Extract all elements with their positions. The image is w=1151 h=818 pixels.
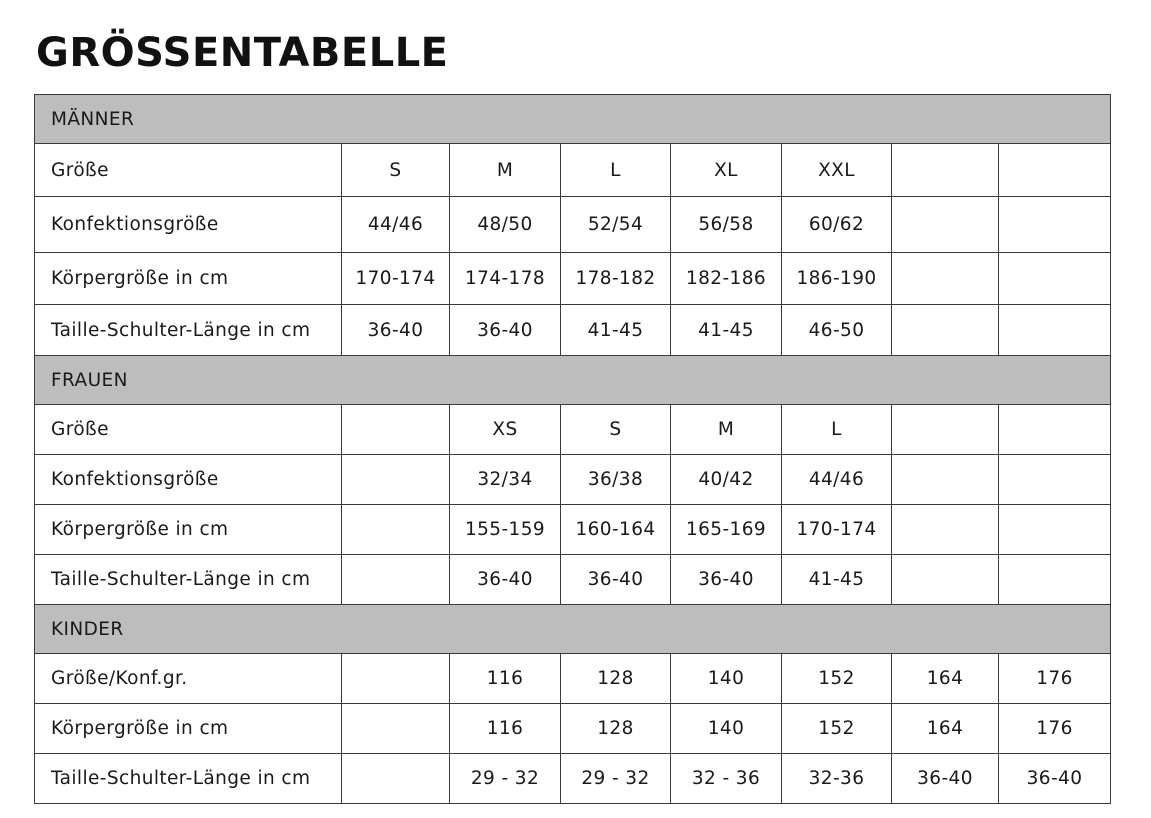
table-cell: 164 <box>892 654 999 704</box>
table-row <box>35 253 1111 305</box>
table-cell: L <box>782 405 892 455</box>
table-cell: 32/34 <box>450 455 561 505</box>
row-label: Taille-Schulter-Länge in cm <box>35 555 342 605</box>
table-cell: 140 <box>671 704 782 754</box>
table-row <box>35 197 1111 253</box>
table-cell: 36-40 <box>342 305 450 356</box>
table-cell: M <box>450 144 561 197</box>
table-row <box>35 704 1111 754</box>
table-cell <box>342 704 450 754</box>
table-cell: 116 <box>450 704 561 754</box>
table-cell: S <box>561 405 671 455</box>
table-cell <box>999 555 1111 605</box>
table-cell: 36-40 <box>450 305 561 356</box>
table-cell: 41-45 <box>782 555 892 605</box>
table-cell: 36-40 <box>892 754 999 804</box>
table-cell <box>892 505 999 555</box>
row-label: Körpergröße in cm <box>35 704 342 754</box>
table-row <box>35 405 1111 455</box>
row-label: Taille-Schulter-Länge in cm <box>35 305 342 356</box>
section-header-row <box>35 605 1111 654</box>
table-cell: 36/38 <box>561 455 671 505</box>
table-cell <box>342 505 450 555</box>
table-cell: 176 <box>999 654 1111 704</box>
table-cell: 174-178 <box>450 253 561 305</box>
row-label: Konfektionsgröße <box>35 455 342 505</box>
table-cell: 182-186 <box>671 253 782 305</box>
row-label: Konfektionsgröße <box>35 197 342 253</box>
table-cell: 36-40 <box>671 555 782 605</box>
table-cell: 186-190 <box>782 253 892 305</box>
table-cell: 116 <box>450 654 561 704</box>
table-cell: 178-182 <box>561 253 671 305</box>
table-cell <box>342 455 450 505</box>
table-cell: 36-40 <box>450 555 561 605</box>
table-cell: 52/54 <box>561 197 671 253</box>
table-row <box>35 455 1111 505</box>
table-row <box>35 305 1111 356</box>
section-title: KINDER <box>35 605 1111 654</box>
table-cell: 152 <box>782 654 892 704</box>
row-label: Größe <box>35 405 342 455</box>
table-cell: 29 - 32 <box>561 754 671 804</box>
section-title: MÄNNER <box>35 95 1111 144</box>
table-row <box>35 505 1111 555</box>
table-cell <box>892 405 999 455</box>
section-title: FRAUEN <box>35 356 1111 405</box>
table-cell: 36-40 <box>561 555 671 605</box>
table-cell: 155-159 <box>450 505 561 555</box>
table-cell <box>892 197 999 253</box>
page-title: GRÖSSENTABELLE <box>36 30 449 76</box>
table-cell: 140 <box>671 654 782 704</box>
table-cell <box>892 455 999 505</box>
table-cell <box>999 405 1111 455</box>
table-cell <box>892 555 999 605</box>
table-cell <box>999 253 1111 305</box>
table-cell: 29 - 32 <box>450 754 561 804</box>
table-cell: M <box>671 405 782 455</box>
table-cell: 60/62 <box>782 197 892 253</box>
size-chart-table <box>34 94 1111 804</box>
table-cell: 48/50 <box>450 197 561 253</box>
table-cell <box>342 405 450 455</box>
table-row <box>35 654 1111 704</box>
table-row <box>35 555 1111 605</box>
table-cell <box>999 455 1111 505</box>
table-cell <box>342 654 450 704</box>
table-cell: 170-174 <box>782 505 892 555</box>
table-cell <box>999 144 1111 197</box>
table-cell: XL <box>671 144 782 197</box>
table-cell <box>342 555 450 605</box>
table-cell: XS <box>450 405 561 455</box>
table-cell: 44/46 <box>782 455 892 505</box>
table-cell <box>892 253 999 305</box>
table-cell <box>999 505 1111 555</box>
table-cell: 41-45 <box>671 305 782 356</box>
table-cell: S <box>342 144 450 197</box>
table-cell <box>892 305 999 356</box>
table-cell: 41-45 <box>561 305 671 356</box>
table-row <box>35 754 1111 804</box>
section-header-row <box>35 356 1111 405</box>
table-cell: L <box>561 144 671 197</box>
table-cell: 164 <box>892 704 999 754</box>
table-cell <box>342 754 450 804</box>
table-cell: 170-174 <box>342 253 450 305</box>
row-label: Taille-Schulter-Länge in cm <box>35 754 342 804</box>
table-cell <box>999 197 1111 253</box>
table-cell: 128 <box>561 704 671 754</box>
table-cell: 40/42 <box>671 455 782 505</box>
table-cell: 32-36 <box>782 754 892 804</box>
table-cell: 176 <box>999 704 1111 754</box>
table-cell: 36-40 <box>999 754 1111 804</box>
table-cell <box>999 305 1111 356</box>
row-label: Größe/Konf.gr. <box>35 654 342 704</box>
table-cell: 56/58 <box>671 197 782 253</box>
table-cell: 46-50 <box>782 305 892 356</box>
table-cell: 128 <box>561 654 671 704</box>
table-cell: 160-164 <box>561 505 671 555</box>
section-header-row <box>35 95 1111 144</box>
table-cell <box>892 144 999 197</box>
row-label: Körpergröße in cm <box>35 505 342 555</box>
row-label: Körpergröße in cm <box>35 253 342 305</box>
table-cell: 165-169 <box>671 505 782 555</box>
table-cell: XXL <box>782 144 892 197</box>
table-row <box>35 144 1111 197</box>
table-cell: 44/46 <box>342 197 450 253</box>
table-cell: 152 <box>782 704 892 754</box>
table-cell: 32 - 36 <box>671 754 782 804</box>
row-label: Größe <box>35 144 342 197</box>
